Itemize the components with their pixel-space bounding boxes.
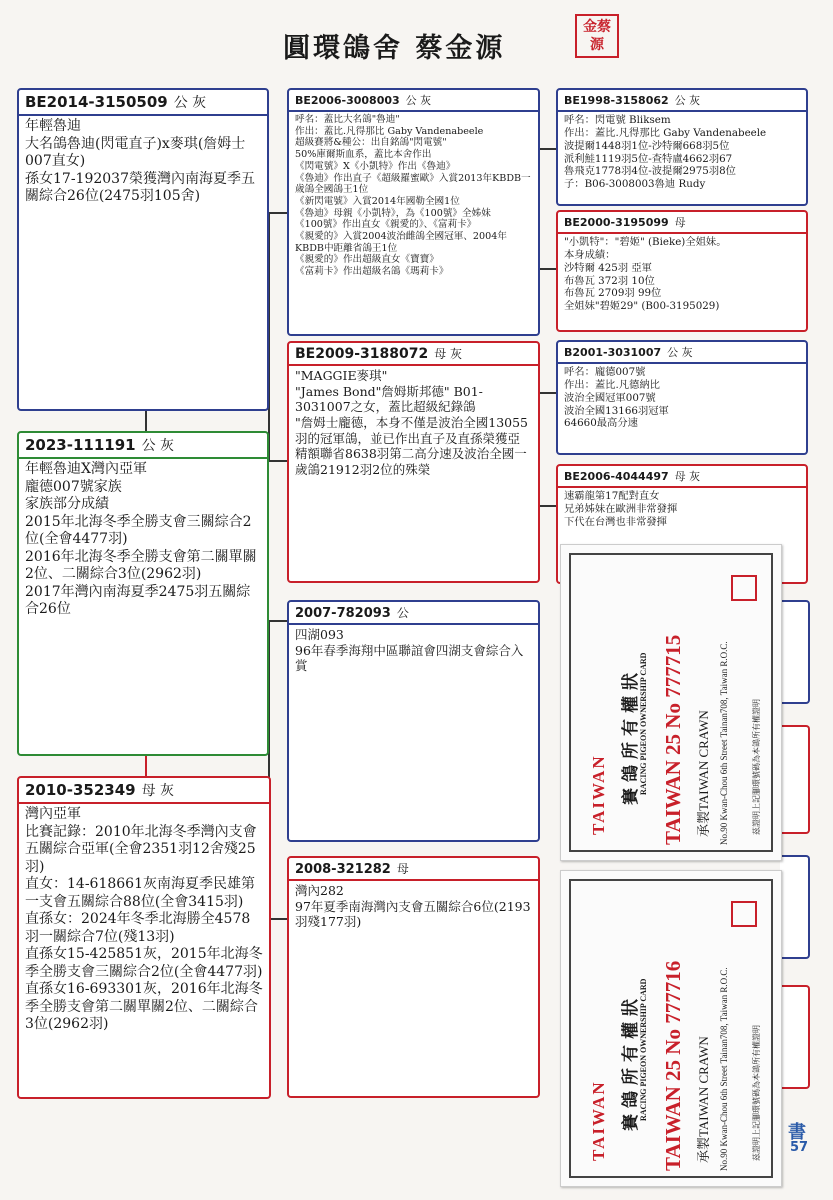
dam-ring: 2010-352349 bbox=[25, 781, 136, 799]
sdd-notes: 速霸龍第17配對直女 兄弟姊妹在歐洲非常發揮 下代在台灣也非常發揮 bbox=[564, 490, 678, 528]
connector bbox=[538, 148, 556, 150]
card-heading: 賽鴿所有權狀 bbox=[621, 667, 640, 805]
sire-sex: 公 灰 bbox=[173, 95, 207, 111]
card-ring-number: TAIWAN 25 No 777715 bbox=[661, 634, 685, 845]
ds-sex: 公 bbox=[396, 606, 409, 620]
sd-ring: BE2009-3188072 bbox=[295, 346, 429, 362]
sss-notes: 呼名：閃電號 Bliksem 作出：蓋比.凡得那比 Gaby Vandenabeele 波提爾1448羽1位-沙特爾668羽5位 派利鮭1119羽5位-查特盧4662羽67 魯飛克1778羽4位-波提爾2975羽8位 子：B06-3008003魯迪 Rudy bbox=[564, 114, 767, 191]
card-address: No.90 Kwan-Chou 6th Street Tainan708, Taiwan R.O.C. bbox=[719, 641, 729, 845]
hidden-box-edge bbox=[780, 985, 810, 1089]
dam-sire-box bbox=[287, 600, 540, 842]
connector bbox=[268, 460, 288, 462]
dam-box bbox=[17, 776, 271, 1099]
card-subheading: RACING PIGEON OWNERSHIP CARD bbox=[639, 652, 648, 795]
sss-sex: 公 灰 bbox=[674, 94, 701, 107]
dam-dam-box bbox=[287, 856, 540, 1098]
sdd-ring: BE2006-4044497 bbox=[564, 470, 669, 483]
page-title: 圓環鴿舍 蔡金源 bbox=[283, 33, 506, 64]
card-country: TAIWAN bbox=[589, 754, 608, 835]
corner-logo: 書 bbox=[788, 1122, 806, 1143]
card-note: 茲證明上記腳環號碼為本鴿所有權證明 bbox=[752, 1025, 761, 1161]
sss-ring: BE1998-3158062 bbox=[564, 94, 669, 107]
connector bbox=[268, 918, 288, 920]
dd-ring: 2008-321282 bbox=[295, 862, 391, 877]
sds-sex: 公 灰 bbox=[667, 346, 693, 359]
hidden-box-edge bbox=[780, 600, 810, 704]
ss-ring: BE2006-3008003 bbox=[295, 94, 400, 107]
connector bbox=[268, 620, 288, 622]
dd-sex: 母 bbox=[396, 862, 409, 876]
card-address: No.90 Kwan-Chou 6th Street Tainan708, Taiwan R.O.C. bbox=[719, 967, 729, 1171]
connector bbox=[268, 212, 288, 214]
card-maker: 承製TAIWAN CRAWN bbox=[696, 710, 711, 837]
ssd-ring: BE2000-3195099 bbox=[564, 216, 669, 229]
card-maker: 承製TAIWAN CRAWN bbox=[696, 1036, 711, 1163]
dam-notes: 灣內亞軍 比賽記錄：2010年北海冬季灣內支會五關綜合亞軍(全會2351羽12舍殘25羽) 直女：14-618661灰南海夏季民雄第一支會五關綜合88位(全會3415羽) 直孫女：2024年冬季北海勝全4578羽一關綜合7位(殘13羽) 直孫女15-425851灰，2015年北海冬季全勝支會三關綜合2位(全會4477羽) 直孫女16-693301灰，2016年北海冬季全勝支會第二關單關2位、二關綜合3位(2962羽) bbox=[25, 806, 263, 1032]
connector bbox=[538, 268, 556, 270]
page-number: 57 bbox=[790, 1140, 809, 1155]
dd-notes: 灣內282 97年夏季南海灣內支會五關綜合6位(2193羽殘177羽) bbox=[295, 883, 531, 930]
sd-sex: 母 灰 bbox=[434, 347, 463, 361]
card-stamp-icon bbox=[731, 901, 757, 927]
sss-box bbox=[556, 88, 808, 206]
sds-ring: B2001-3031007 bbox=[564, 346, 662, 359]
owner-seal: 金蔡源 bbox=[575, 14, 619, 58]
card-note: 茲證明上記腳環號碼為本鴿所有權證明 bbox=[752, 699, 761, 835]
connector bbox=[145, 410, 147, 432]
ds-ring: 2007-782093 bbox=[295, 606, 391, 621]
ss-sex: 公 灰 bbox=[405, 94, 432, 107]
connector bbox=[538, 505, 556, 507]
sds-box bbox=[556, 340, 808, 455]
hidden-box-edge bbox=[780, 725, 810, 834]
card-heading: 賽鴿所有權狀 bbox=[621, 993, 640, 1131]
sire-notes: 年輕魯迪 大名鴿魯迪(閃電直子)x麥琪(詹姆士007直女) 孫女17-192037榮獲灣內南海夏季五關綜合26位(2475羽105舍) bbox=[25, 118, 255, 204]
ss-notes: 呼名：蓋比大名鴿"魯迪" 作出：蓋比.凡得那比 Gaby Vandenabeele 超級賽將&種公：出自銘鴿"閃電號" 50%庫爾斯血系，蓋比本舍作出 《閃電號》X《小凱特》作出《魯迪》 《魯迪》作出直子《超級羅蜜歐》入賞2013年KBDB一歲鴿全國鴿王1位 《新閃電號》入賞2014年國勒全國1位 《魯迪》母親《小凱特》，為《100號》全姊妹 《100號》作出直女《親愛的》、《富莉卡》 《親愛的》入賞2004波治雌鴿全國冠軍、2004年KBDB中距離省鴿王1位 《親愛的》作出超級直女《寶寶》 《富莉卡》作出超級名鴿《瑪莉卡》 bbox=[295, 114, 531, 278]
subject-notes: 年輕魯迪X灣內亞軍 龐德007號家族 家族部分成績 2015年北海冬季全勝支會三關綜合2位(全會4477羽) 2016年北海冬季全勝支會第二關單關2位、二關綜合3位(2962羽) 2017年灣內南海夏季2475羽五關綜合26位 bbox=[25, 461, 257, 617]
card-country: TAIWAN bbox=[589, 1080, 608, 1161]
card-subheading: RACING PIGEON OWNERSHIP CARD bbox=[639, 978, 648, 1121]
ownership-card bbox=[560, 544, 782, 861]
dam-sex: 母 灰 bbox=[141, 783, 175, 799]
sdd-sex: 母 灰 bbox=[674, 470, 701, 483]
ssd-notes: "小凱特"："碧姬" (Bieke)全姐妹。 本身成績： 沙特爾 425羽 亞軍 布魯瓦 372羽 10位 布魯瓦 2709羽 99位 全姐妹"碧姬29" (B00-3195029) bbox=[564, 236, 727, 313]
ownership-card bbox=[560, 870, 782, 1187]
sire-box bbox=[17, 88, 269, 411]
ssd-sex: 母 bbox=[674, 216, 686, 229]
card-stamp-icon bbox=[731, 575, 757, 601]
sire-sire-box bbox=[287, 88, 540, 336]
ssd-box bbox=[556, 210, 808, 332]
ds-notes: 四湖093 96年春季海翔中區聯誼會四湖支會綜合入賞 bbox=[295, 627, 524, 674]
sire-dam-box bbox=[287, 341, 540, 583]
connector bbox=[145, 755, 147, 777]
subject-ring: 2023-111191 bbox=[25, 436, 136, 454]
connector bbox=[538, 392, 556, 394]
sire-ring: BE2014-3150509 bbox=[25, 93, 168, 111]
card-ring-number: TAIWAN 25 No 777716 bbox=[661, 960, 685, 1171]
subject-sex: 公 灰 bbox=[141, 438, 175, 454]
subject-box bbox=[17, 431, 269, 756]
sds-notes: 呼名：龐德007號 作出：蓋比.凡德納比 波治全國冠軍007號 波治全國13166羽冠軍 64660最高分速 bbox=[564, 366, 669, 430]
sd-notes: "MAGGIE麥琪" "James Bond"詹姆斯邦德" B01-3031007之女，蓋比超級紀錄鴿 "詹姆士龐德，本身不僅是波治全國13055羽的冠軍鴿，並已作出直子及直孫榮獲亞精額聯省8638羽第二高分速及波治全國一歲鴿21912羽2位的殊榮 bbox=[295, 368, 529, 477]
hidden-box-edge bbox=[780, 855, 810, 959]
